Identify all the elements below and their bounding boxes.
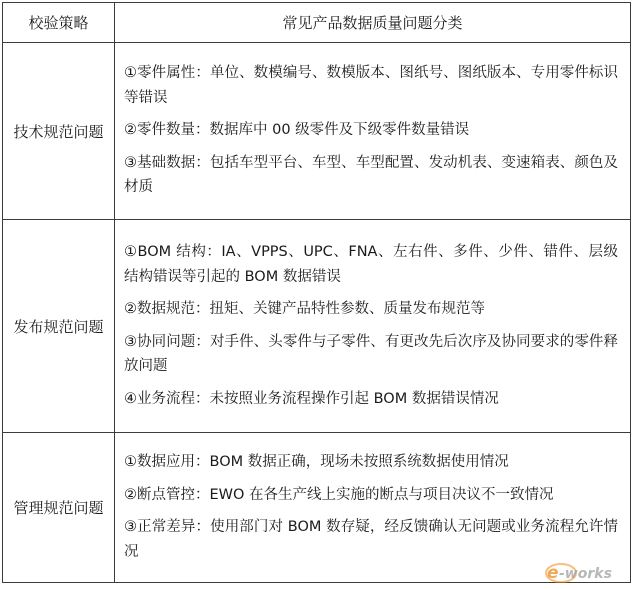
row-items: [115, 43, 631, 220]
list-item: ①BOM 结构：IA、VPPS、UPC、FNA、左右件、多件、少件、错件、层级结构错误等引起的 BOM 数据错误: [124, 244, 618, 285]
table-row: [3, 433, 631, 583]
list-item: ③基础数据：包括车型平台、车型、车型配置、发动机表、变速箱表、颜色及材质: [124, 154, 618, 196]
list-item: ①零件属性：单位、数模编号、数模版本、图纸号、图纸版本、专用零件标识等错误: [124, 65, 618, 106]
list-item: ④业务流程：未按照业务流程操作引起 BOM 数据错误情况: [124, 390, 499, 407]
eworks-logo: [543, 556, 631, 586]
header-strategy: 校验策略: [3, 3, 115, 43]
list-item: ③协同问题：对手件、头零件与子零件、有更改先后次序及协同要求的零件释放问题: [124, 333, 618, 374]
logo-works: -works: [559, 566, 612, 582]
quality-issue-table: [2, 2, 631, 583]
table-row: [3, 43, 631, 220]
logo-e: e: [547, 563, 559, 583]
header-classification: 常见产品数据质量问题分类: [115, 3, 631, 43]
table-row: [3, 220, 631, 433]
list-item: ③正常差异：使用部门对 BOM 数存疑，经反馈确认无问题或业务流程允许情况: [124, 519, 618, 560]
row-items: [115, 220, 631, 433]
row-category: 管理规范问题: [3, 433, 115, 583]
list-item: ①数据应用：BOM 数据正确，现场未按照系统数据使用情况: [124, 454, 509, 470]
list-item: ②数据规范：扭矩、关键产品特性参数、质量发布规范等: [124, 301, 485, 317]
table-header-row: [3, 3, 631, 43]
list-item: ②断点管控：EWO 在各生产线上实施的断点与项目决议不一致情况: [124, 486, 554, 503]
row-category: 技术规范问题: [3, 43, 115, 220]
list-item: ②零件数量：数据库中 00 级零件及下级零件数量错误: [124, 122, 470, 139]
row-category: 发布规范问题: [3, 220, 115, 433]
